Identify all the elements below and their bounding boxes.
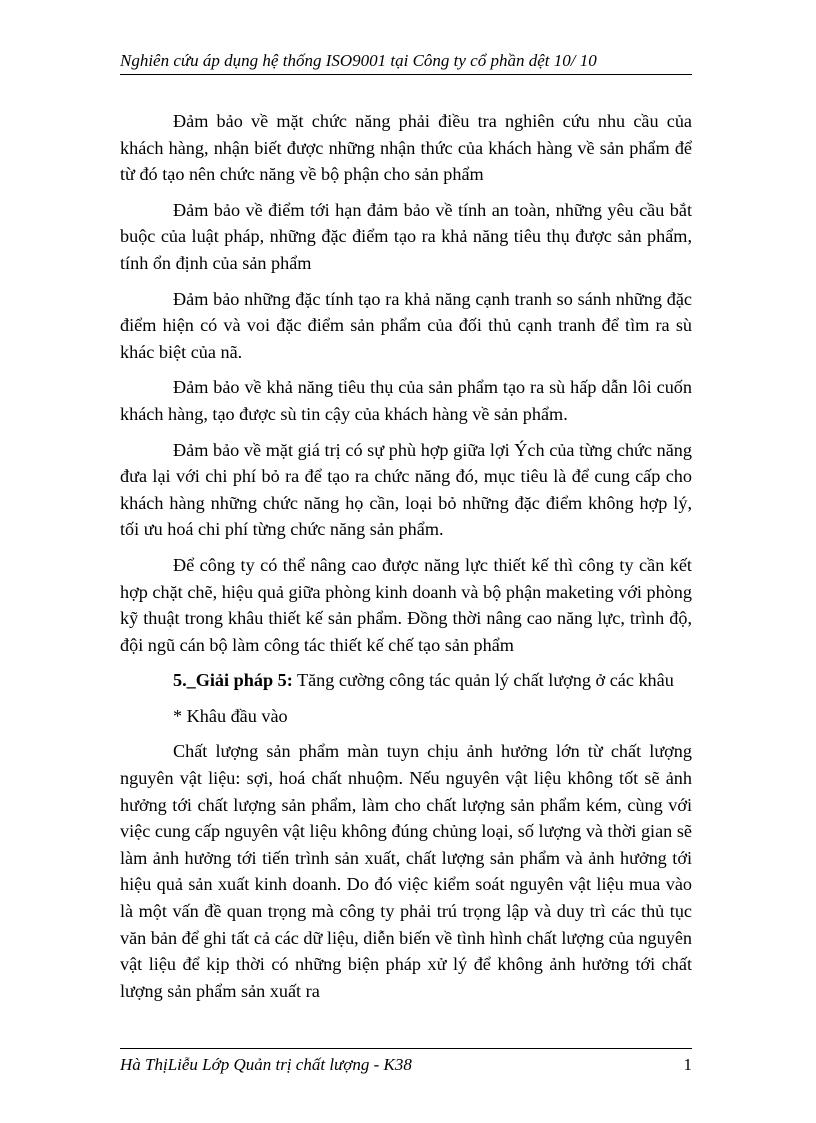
paragraph-competitiveness: Đảm bảo những đặc tính tạo ra khả năng cạnh tranh so sánh những đặc điểm hiện có và voi đặc điểm sản phẩm của đối thủ cạnh tranh để tìm ra sù khác biệt của nã. bbox=[120, 288, 692, 362]
solution-label: 5._Giải pháp 5: bbox=[173, 670, 293, 691]
page-header bbox=[120, 50, 692, 75]
paragraph-consumption: Đảm bảo về khả năng tiêu thụ của sản phẩm tạo ra sù hấp dẫn lôi cuốn khách hàng, tạo được sù tin cậy của khách hàng về sản phẩm. bbox=[120, 377, 692, 424]
solution-heading bbox=[120, 667, 692, 694]
paragraph-critical-point: Đảm bảo về điểm tới hạn đảm bảo về tính an toàn, những yêu cầu bắt buộc của luật pháp, những đặc điểm tạo ra khả năng tiêu thụ được sản phẩm, tính ổn định của sản phẩm bbox=[120, 199, 692, 273]
paragraph-design-capacity: Để công ty có thể nâng cao được năng lực thiết kế thì công ty cần kết hợp chặt chẽ, hiệu quả giữa phòng kinh doanh và bộ phận maketing với phòng kỹ thuật trong khâu thiết kế sản phẩm. Đồng thời nâng cao năng lực, trình độ, đội ngũ cán bộ làm công tác thiết kế chế tạo sản phẩm bbox=[120, 554, 692, 655]
subheading-input-stage: * Khâu đầu vào bbox=[173, 705, 288, 726]
page-number: 1 bbox=[683, 1055, 692, 1074]
paragraph-raw-materials: Chất lượng sản phẩm màn tuyn chịu ảnh hưởng lớn từ chất lượng nguyên vật liệu: sợi, hoá chất nhuộm. Nếu nguyên vật liệu không tốt sẽ ảnh hưởng tới chất lượng sản phẩm, làm cho chất lượng sản phẩm kém, cùng với việc cung cấp nguyên vật liệu không đúng chủng loại, số lượng và thời gian sẽ làm ảnh hưởng tới tiến trình sản xuất, chất lượng sản phẩm và ảnh hưởng tới hiệu quả sản xuất kinh doanh. Do đó việc kiểm soát nguyên vật liệu mua vào là một vấn đề quan trọng mà công ty phải trú trọng lập và duy trì các thủ tục văn bản để ghi tất cả các dữ liệu, diễn biến về tình hình chất lượng của nguyên vật liệu để kịp thời có những biện pháp xử lý để không ảnh hưởng tới chất lượng sản phẩm sản xuất ra bbox=[120, 741, 692, 1001]
paragraph-value: Đảm bảo về mặt giá trị có sự phù hợp giữa lợi Ých của từng chức năng đưa lại với chi phí bỏ ra để tạo ra chức năng đó, mục tiêu là để cung cấp cho khách hàng những chức năng họ cần, loại bỏ những đặc điểm không hợp lý, tối ưu hoá chi phí từng chức năng sản phẩm. bbox=[120, 439, 692, 540]
document-body bbox=[120, 108, 692, 1013]
footer-author: Hà ThịLiễu Lớp Quản trị chất lượng - K38 bbox=[120, 1055, 412, 1074]
paragraph-function: Đảm bảo về mặt chức năng phải điều tra nghiên cứu nhu cầu của khách hàng, nhận biết được những nhận thức của khách hàng về sản phẩm để từ đó tạo nên chức năng về bộ phận cho sản phẩm bbox=[120, 111, 692, 185]
solution-text: Tăng cường công tác quản lý chất lượng ở các khâu bbox=[292, 670, 674, 691]
header-title: Nghiên cứu áp dụng hệ thống ISO9001 tại Công ty cổ phần dệt 10/ 10 bbox=[120, 51, 597, 70]
page-footer bbox=[120, 1048, 692, 1076]
